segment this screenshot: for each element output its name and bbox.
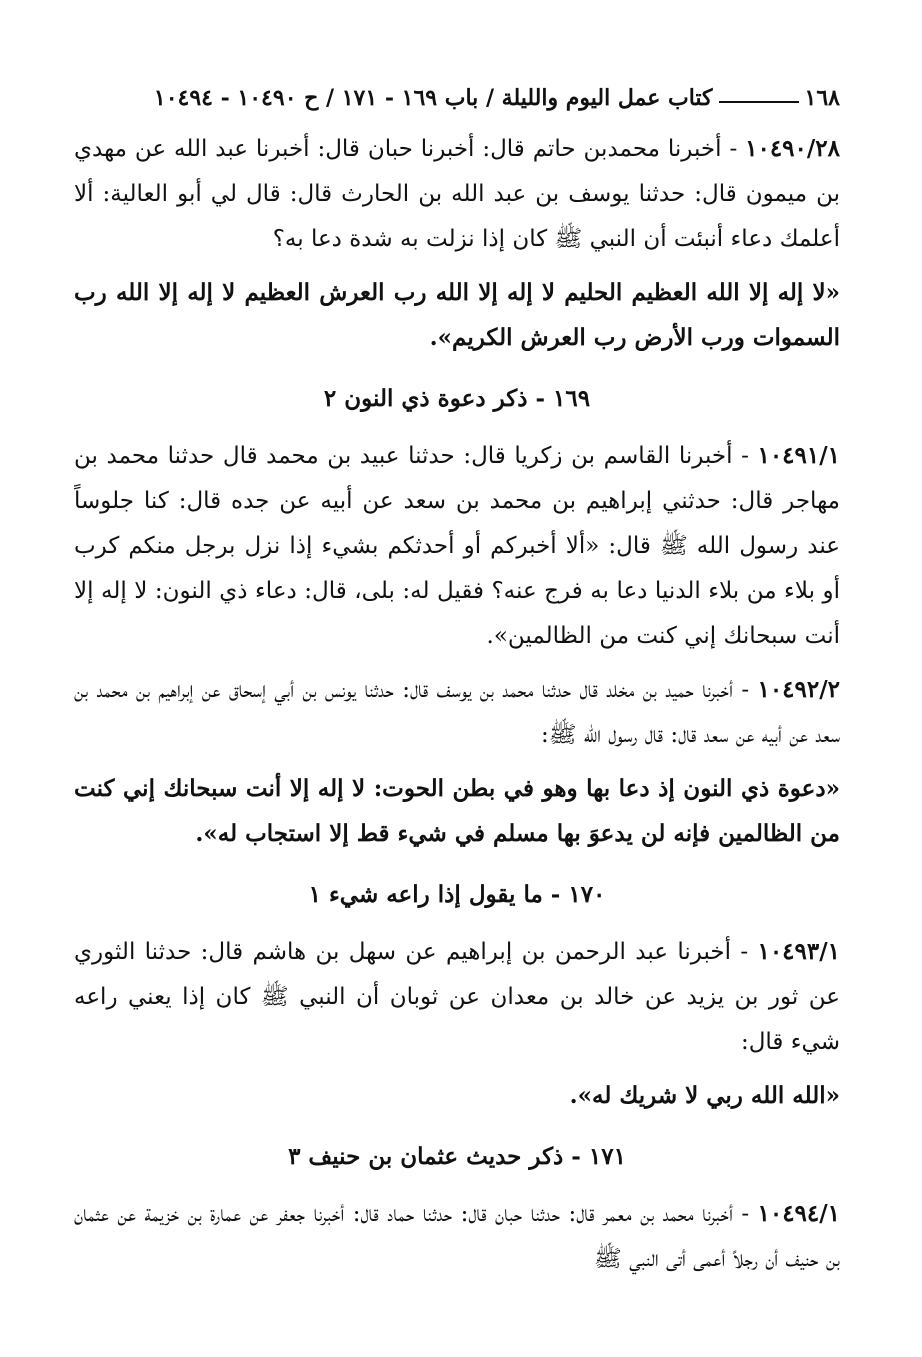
hadith-text: - أخبرنا محمد بن معمر قال: حدثنا حبان قال: حدثنا حماد قال: أخبرنا جعفر عن عمارة بن خزيمة عن عثمان بن حنيف أن رجلاً أعمى أتى النبي ﷺ	[74, 1201, 840, 1272]
hadith-10493	[74, 929, 840, 1065]
section-heading-171: ١٧١ - ذكر حديث عثمان بن حنيف ٣	[288, 1143, 626, 1170]
hadith-10494	[74, 1191, 840, 1282]
document-page	[74, 78, 840, 1282]
section-heading-169: ١٦٩ - ذكر دعوة ذي النون ٢	[323, 385, 591, 412]
page-header	[74, 78, 840, 118]
hadith-10492	[74, 667, 840, 758]
hadith-text: - أخبرنا حميد بن مخلد قال حدثنا محمد بن يوسف قال: حدثنا يونس بن أبي إسحاق عن إبراهيم بن محمد بن سعد عن أبيه عن سعد قال: قال رسول الله ﷺ:	[74, 677, 840, 748]
section-heading-170: ١٧٠ - ما يقول إذا راعه شيء ١	[308, 881, 606, 908]
hadith-number: ١٠٤٩١/١	[757, 442, 840, 469]
hadith-text: - أخبرنا عبد الرحمن بن إبراهيم عن سهل بن هاشم قال: حدثنا الثوري عن ثور بن يزيد عن خالد بن معدان عن ثوبان أن النبي ﷺ كان إذا يعني راعه شيء قال:	[74, 939, 840, 1055]
hadith-10491	[74, 433, 840, 659]
hadith-number: ١٠٤٩٤/١	[757, 1200, 841, 1227]
running-title: كتاب عمل اليوم والليلة / باب ١٦٩ - ١٧١ / ح ١٠٤٩٠ - ١٠٤٩٤	[153, 85, 713, 111]
supplication-quote: «لا إله إلا الله العظيم الحليم لا إله إلا الله رب العرش العظيم لا إله إلا الله رب السموات ورب الأرض رب العرش الكريم».	[74, 279, 840, 351]
supplication-quote: «دعوة ذي النون إذ دعا بها وهو في بطن الحوت: لا إله إلا أنت سبحانك إني كنت من الظالمين فإنه لن يدعوَ بها مسلم في شيء قط إلا استجاب له».	[74, 775, 840, 847]
supplication-quote: «الله الله ربي لا شريك له».	[569, 1082, 840, 1109]
hadith-number: ١٠٤٩٠/٢٨	[745, 135, 840, 162]
hadith-number: ١٠٤٩٣/١	[757, 938, 840, 965]
page-number: ١٦٨	[804, 85, 840, 111]
hadith-text: - أخبرنا محمدبن حاتم قال: أخبرنا حبان قال: أخبرنا عبد الله عن مهدي بن ميمون قال: حدثنا يوسف بن عبد الله بن الحارث قال: قال لي أبو العالية: ألا أعلمك دعاء أنبئت أن النبي ﷺ كان إذا نزلت به شدة دعا به؟	[74, 136, 840, 252]
header-rule	[719, 101, 799, 103]
hadith-10490	[74, 126, 840, 262]
hadith-number: ١٠٤٩٢/٢	[757, 676, 840, 703]
hadith-text: - أخبرنا القاسم بن زكريا قال: حدثنا عبيد بن محمد قال حدثنا محمد بن مهاجر قال: حدثني إبراهيم بن محمد بن سعد عن أبيه عن جده قال: كنا جلوساً عند رسول الله ﷺ قال: «ألا أخبركم أو أحدثكم بشيء إذا نزل برجل منكم كرب أو بلاء من بلاء الدنيا دعا به فرج عنه؟ فقيل له: بلى، قال: دعاء ذي النون: لا إله إلا أنت سبحانك إني كنت من الظالمين».	[74, 443, 840, 649]
